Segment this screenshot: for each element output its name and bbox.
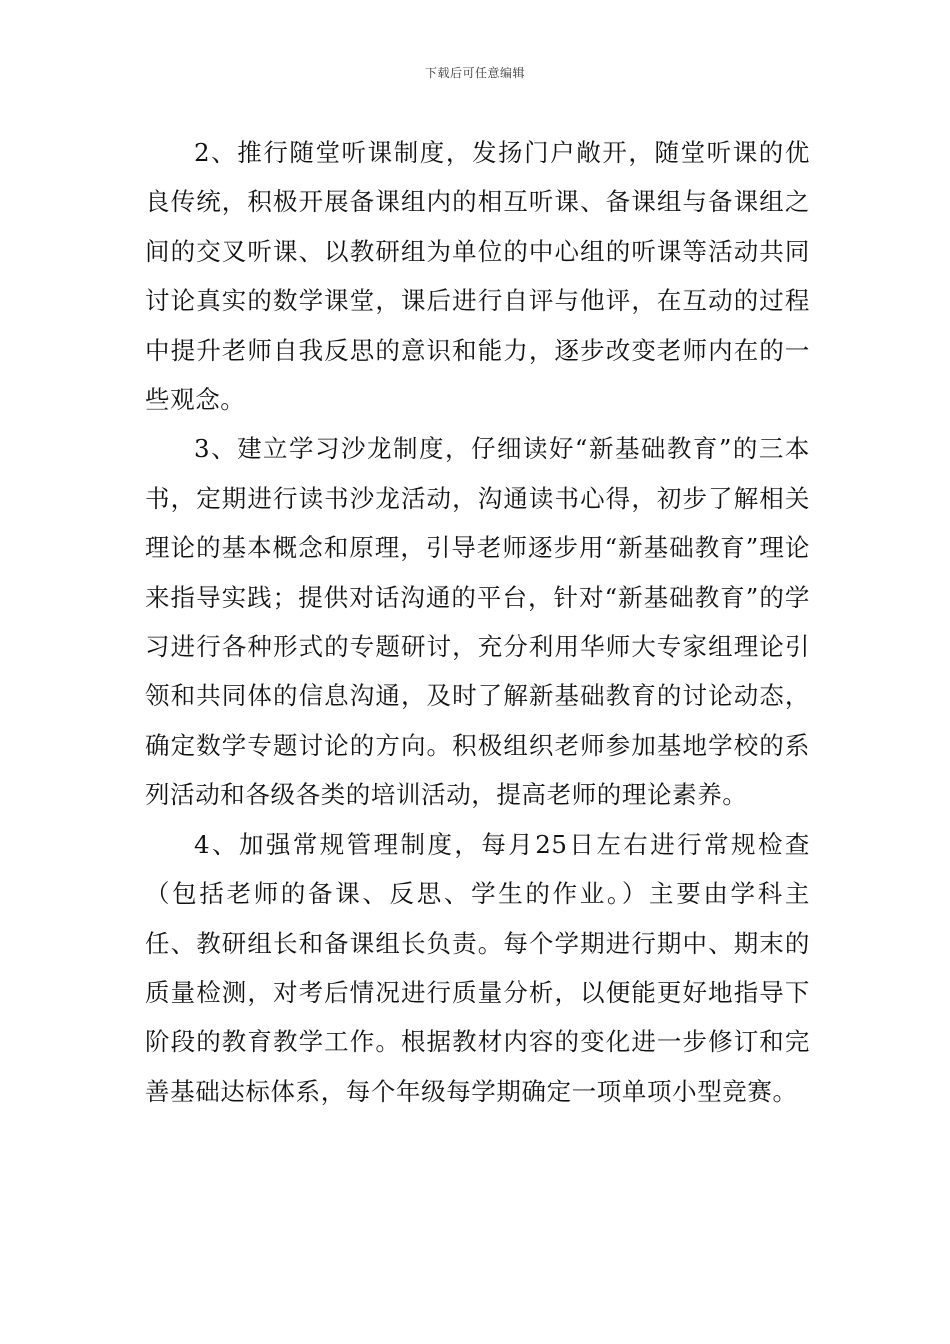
paragraph-2: 2、推行随堂听课制度，发扬门户敞开，随堂听课的优良传统，积极开展备课组内的相互听课、备课组与备课组之间的交叉听课、以教研组为单位的中心组的听课等活动共同讨论真实的数学课堂，课后进行自评与他评，在互动的过程中提升老师自我反思的意识和能力，逐步改变老师内在的一些观念。 bbox=[145, 138, 810, 415]
paragraph-3: 3、建立学习沙龙制度，仔细读好“新基础教育”的三本书，定期进行读书沙龙活动，沟通读书心得，初步了解相关理论的基本概念和原理，引导老师逐步用“新基础教育”理论来指导实践；提供对话沟通的平台，针对“新基础教育”的学习进行各种形式的专题研讨，充分利用华师大专家组理论引领和共同体的信息沟通，及时了解新基础教育的讨论动态，确定数学专题讨论的方向。积极组织老师参加基地学校的系列活动和各级各类的培训活动，提高老师的理论素养。 bbox=[145, 434, 810, 810]
document-body bbox=[145, 128, 810, 1116]
page-header: 下载后可任意编辑 bbox=[424, 66, 525, 80]
paragraph-4: 4、加强常规管理制度，每月25日左右进行常规检查（包括老师的备课、反思、学生的作业。）主要由学科主任、教研组长和备课组长负责。每个学期进行期中、期末的质量检测，对考后情况进行质量分析，以便能更好地指导下阶段的教育教学工作。根据教材内容的变化进一步修订和完善基础达标体系，每个年级每学期确定一项单项小型竞赛。 bbox=[145, 829, 810, 1106]
